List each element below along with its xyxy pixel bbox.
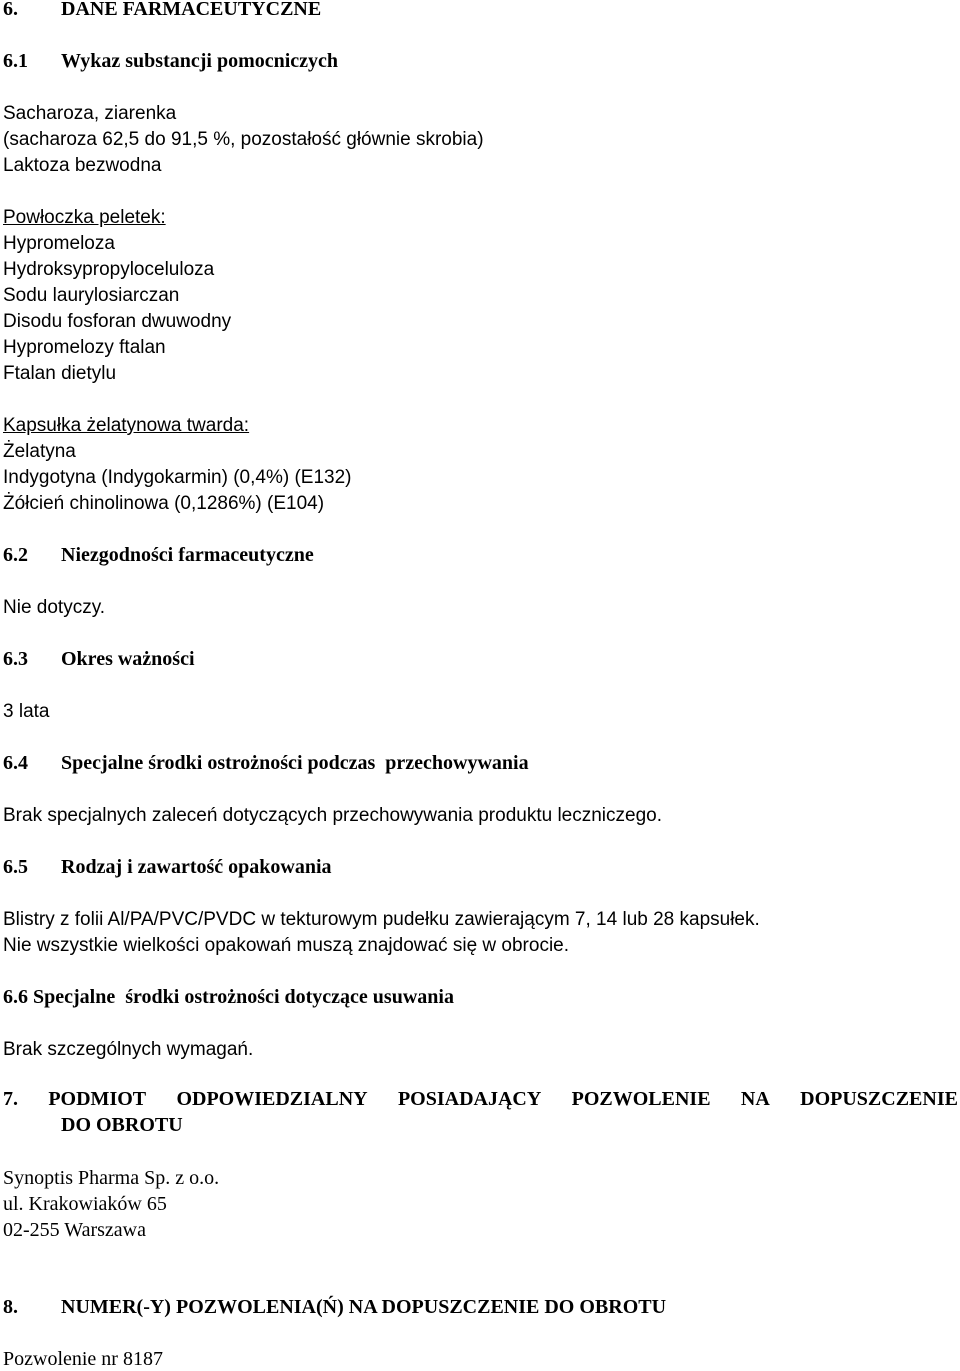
excipient-line: Laktoza bezwodna bbox=[3, 155, 162, 176]
coating-item: Sodu laurylosiarczan bbox=[3, 285, 180, 306]
section-6-4-heading: 6.4 Specjalne środki ostrożności podczas przechowywania bbox=[3, 752, 529, 774]
packaging-line: Nie wszystkie wielkości opakowań muszą znajdować się w obrocie. bbox=[3, 935, 570, 956]
section-6-2-text: Nie dotyczy. bbox=[3, 597, 106, 618]
coating-heading: Powłoczka peletek: bbox=[3, 207, 166, 228]
address-line: ul. Krakowiaków 65 bbox=[3, 1193, 167, 1215]
section-7-title-line: 7. PODMIOT ODPOWIEDZIALNY POSIADAJĄCY POZWOLENIE NA DOPUSZCZENIE bbox=[3, 1088, 958, 1110]
section-6-4-text: Brak specjalnych zaleceń dotyczących przechowywania produktu leczniczego. bbox=[3, 805, 663, 826]
packaging-line: Blistry z folii Al/PA/PVC/PVDC w tekturowym pudełku zawierającym 7, 14 lub 28 kapsułek. bbox=[3, 909, 760, 930]
coating-item: Disodu fosforan dwuwodny bbox=[3, 311, 232, 332]
coating-item: Hypromeloza bbox=[3, 233, 115, 254]
capsule-item: Indygotyna (Indygokarmin) (0,4%) (E132) bbox=[3, 467, 352, 488]
capsule-item: Żelatyna bbox=[3, 441, 76, 462]
section-8-heading: 8. NUMER(-Y) POZWOLENIA(Ń) NA DOPUSZCZENIE DO OBROTU bbox=[3, 1296, 667, 1318]
capsule-item: Żółcień chinolinowa (0,1286%) (E104) bbox=[3, 493, 325, 514]
section-6-heading: 6. DANE FARMACEUTYCZNE bbox=[3, 0, 322, 20]
excipient-line: Sacharoza, ziarenka bbox=[3, 103, 177, 124]
section-6-3-text: 3 lata bbox=[3, 701, 50, 722]
coating-item: Ftalan dietylu bbox=[3, 363, 117, 384]
section-7-heading bbox=[3, 1087, 958, 1111]
address-line: Synoptis Pharma Sp. z o.o. bbox=[3, 1167, 220, 1189]
section-6-3-heading: 6.3 Okres ważności bbox=[3, 648, 195, 670]
section-6-2-heading: 6.2 Niezgodności farmaceutyczne bbox=[3, 544, 314, 566]
excipient-line: (sacharoza 62,5 do 91,5 %, pozostałość głównie skrobia) bbox=[3, 129, 484, 150]
section-6-1-heading: 6.1 Wykaz substancji pomocniczych bbox=[3, 50, 339, 72]
address-line: 02-255 Warszawa bbox=[3, 1219, 146, 1241]
section-7-title-line2: DO OBROTU bbox=[61, 1114, 183, 1136]
coating-item: Hydroksypropyloceluloza bbox=[3, 259, 215, 280]
coating-item: Hypromelozy ftalan bbox=[3, 337, 166, 358]
section-6-6-text: Brak szczególnych wymagań. bbox=[3, 1039, 254, 1060]
section-8-text: Pozwolenie nr 8187 bbox=[3, 1348, 163, 1370]
section-6-5-heading: 6.5 Rodzaj i zawartość opakowania bbox=[3, 856, 332, 878]
section-6-6-heading: 6.6 Specjalne środki ostrożności dotyczące usuwania bbox=[3, 986, 454, 1008]
capsule-heading: Kapsułka żelatynowa twarda: bbox=[3, 415, 250, 436]
